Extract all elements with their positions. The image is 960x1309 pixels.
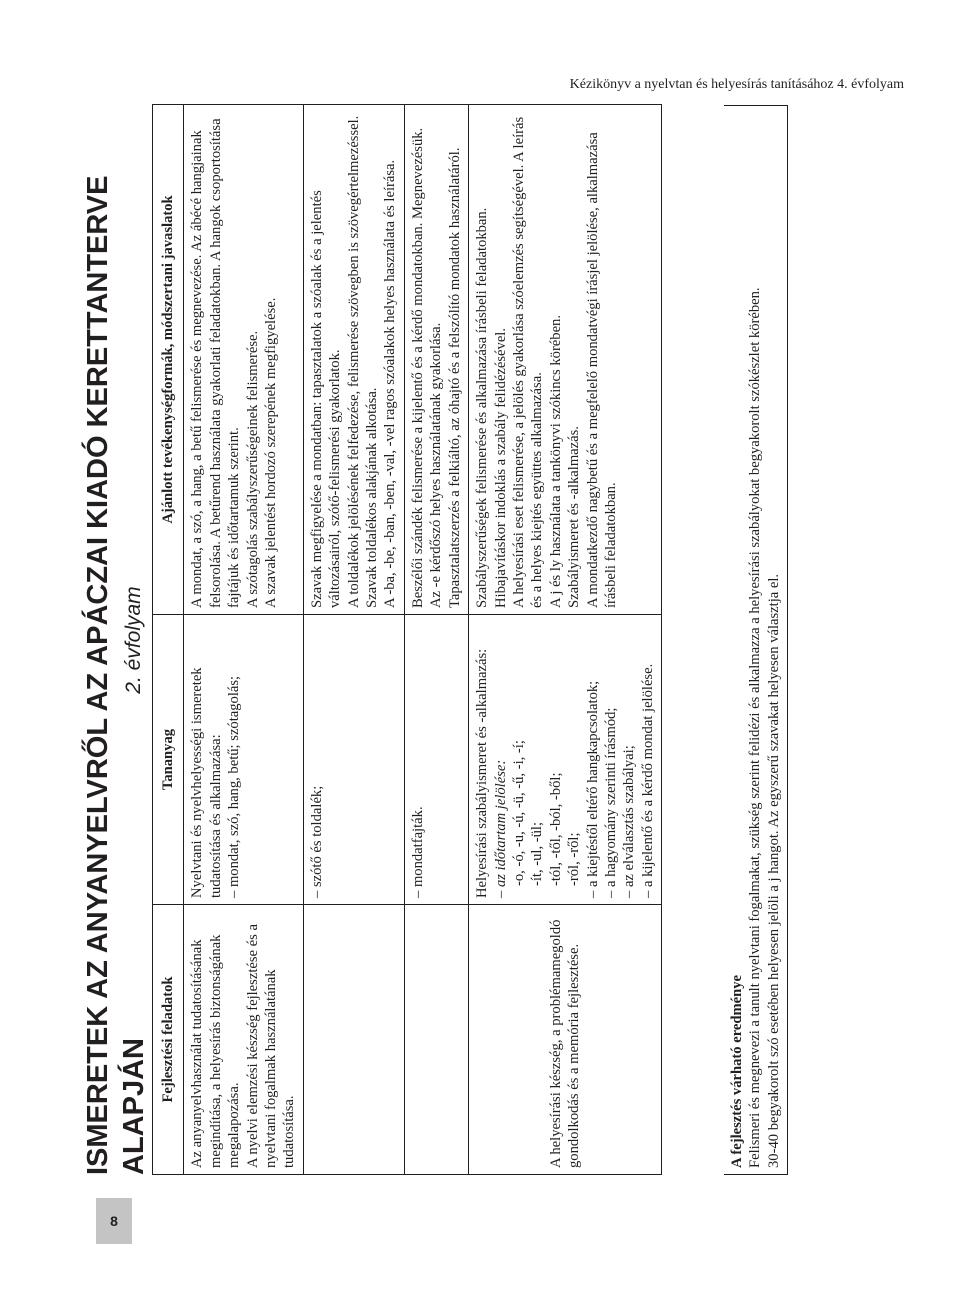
header-methods: Ajánlott tevékenységformák, módszertani javaslatok	[153, 105, 184, 615]
cell-line: -ít, -ul, -ül;	[529, 821, 546, 886]
page-title: ISMERETEK AZ ANYANYELVRŐL AZ APÁCZAI KIADÓ KERETTANTERVE ALAPJÁN	[82, 175, 150, 1175]
cell-line: A szótagolás szabályszerűségeinek felismerése.	[244, 330, 261, 608]
cell-line: Szabályismeret és -alkalmazás.	[566, 426, 583, 608]
header-tasks: Fejlesztési feladatok	[153, 905, 184, 1175]
cell-line: -tól, -től, -ból, -ből;	[547, 772, 564, 886]
cell-line: A -ba, -be, -ban, -ben, -val, -vel ragos szóalakok helyes használata és leírása.	[382, 159, 399, 608]
tasks-cell	[184, 905, 303, 1175]
cell-line: – az időtartam jelölése:	[492, 759, 509, 898]
cell-line: Helyesírási szabályismeret és -alkalmazás:	[474, 648, 491, 898]
cell-line: A szavak jelentést hordozó szerepének megfigyelése.	[263, 297, 280, 608]
tasks-cell	[404, 905, 468, 1175]
cell-line: – a kiejtéstől eltérő hangkapcsolatok;	[584, 680, 601, 898]
outcome-line: Felismeri és megnevezi a tanult nyelvtani fogalmakat, szükség szerint felidézi és alkalmazza a helyesírási szabályokat begyakorolt szókészlet körében.	[747, 287, 764, 1168]
table-row	[184, 105, 303, 1175]
content-cell	[404, 615, 468, 905]
cell-line: Nyelvtani és nyelvhelyességi ismeretek tudatosítása és alkalmazása:	[189, 667, 224, 898]
cell-line: Beszélői szándék felismerése a kijelentő és a kérdő mondatokban. Megnevezésük.	[409, 127, 426, 608]
cell-line: A helyesírási eset felismerése, a jelölés gyakorlása szóelemzés segítségével. A leírás és a helyes kiejtés együttes alkalmazása.	[510, 116, 546, 608]
cell-line: Hibajavításkor indoklás a szabály felidézésével.	[492, 327, 509, 608]
table-row	[404, 105, 468, 1175]
running-head: Kézikönyv a nyelvtan és helyesírás tanításához 4. évfolyam	[569, 77, 904, 92]
cell-line: Tapasztalatszerzés a felkiáltó, az óhajtó és a felszólító mondatok használatáról.	[446, 147, 463, 608]
content-cell	[469, 615, 662, 905]
cell-line: A toldalékok jelölésének felfedezése, felismerése szövegben is szövegértelmezéssel. Szavak toldalékos alakjának alkotása.	[345, 115, 381, 608]
rotated-content	[80, 105, 870, 1175]
cell-line: -o, -ó, -u, -ú, -ü, -ű, -i, -í;	[510, 740, 527, 886]
cell-line: -ról, -ről;	[566, 832, 583, 886]
page-number: 8	[96, 1198, 132, 1244]
outcome-line: 30-40 begyakorolt szó esetében helyesen jelöli a j hangot. Az egyszerű szavakat helyesen választja el.	[765, 573, 782, 1168]
content-cell	[303, 615, 404, 905]
table-row	[303, 105, 404, 1175]
content-cell	[184, 615, 303, 905]
methods-cell	[303, 105, 404, 615]
header-content: Tananyag	[153, 615, 184, 905]
cell-line: – a hagyomány szerinti írásmód;	[602, 707, 619, 898]
cell-line: Az -e kérdőszó helyes használatának gyakorlása.	[428, 322, 445, 608]
cell-line: Szabályszerűségek felismerése és alkalmazása írásbeli feladatokban.	[474, 207, 491, 608]
outcome-title: A fejlesztés várható eredménye	[729, 974, 745, 1168]
cell-line: A mondatkezdő nagybetű és a megfelelő mondatvégi írásjel jelölése, alkalmazása írásbeli feladatokban.	[584, 132, 619, 608]
table-header-row	[153, 105, 184, 1175]
cell-line: – szótő és toldalék;	[308, 785, 325, 898]
cell-line: A nyelvi elemzési készség fejlesztése és a nyelvtani fogalmak használatának tudatosítása.	[244, 924, 298, 1168]
cell-line: – a kijelentő és a kérdő mondat jelölése.	[639, 663, 656, 898]
table-row	[469, 105, 662, 1175]
cell-line: – mondatfajták.	[409, 806, 426, 898]
cell-line: – az elválasztás szabályai;	[621, 745, 638, 898]
methods-cell	[469, 105, 662, 615]
cell-line: A j és ly használata a tankönyvi szókincs körében.	[547, 314, 564, 608]
tasks-cell	[303, 905, 404, 1175]
curriculum-table	[152, 104, 662, 1175]
cell-line: Az anyanyelvhasználat tudatosításának megindítása, a helyesírás biztonságának megalapozása.	[189, 934, 243, 1168]
methods-cell	[404, 105, 468, 615]
cell-line: Szavak megfigyelése a mondatban: tapasztalatok a szóalak és a jelentés változásairól, szótő-felismerési gyakorlatok.	[308, 190, 344, 608]
grade-heading: 2. évfolyam	[122, 586, 145, 694]
expected-outcome	[724, 105, 788, 1175]
cell-line: A mondat, a szó, a hang, a betű felismerése és megnevezése. Az ábécé hangjainak felsorolása. A betűrend használata gyakorlati feladatokban. A hangok csoportosítása fajtájuk és időtartamuk szerint.	[189, 118, 243, 608]
cell-line: A helyesírási készség, a problémamegoldó gondolkodás és a memória fejlesztése.	[547, 919, 583, 1168]
methods-cell	[184, 105, 303, 615]
cell-line: – mondat, szó, hang, betű; szótagolás;	[226, 675, 243, 898]
tasks-cell	[469, 905, 662, 1175]
